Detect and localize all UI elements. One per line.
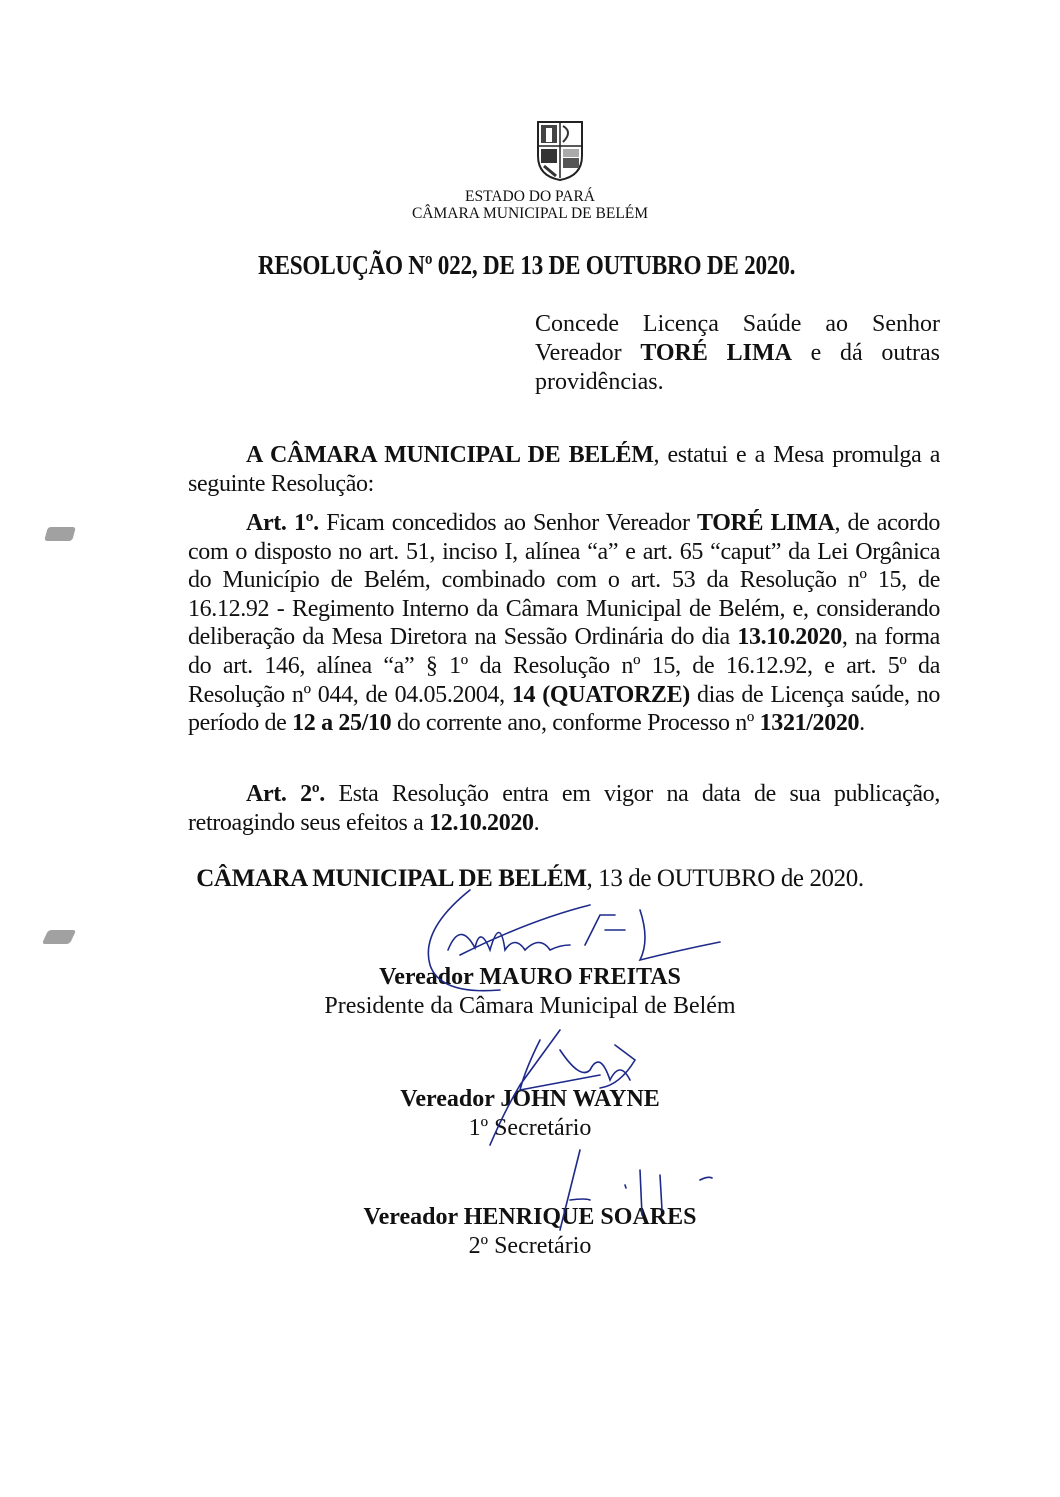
article-1-period: 12 a 25/10 [292, 710, 392, 737]
article-1-text: , de acordo com o disposto no art. 51, inciso I, alínea “a” e art. 65 “caput” da Lei Orgânica do Município de Belém, combinado com o art. 53 da Resolução nº 15, de 16.12.92 - Regimento Interno da Câmara Municipal de Belém, e, considerando deliberação da Mesa Diretora na Sessão Ordinária do dia [188, 510, 940, 651]
signer-role: 1º Secretário [468, 1115, 592, 1141]
article-1 [188, 509, 940, 738]
state-heading: ESTADO DO PARÁ [465, 188, 595, 205]
scan-artifact-mark [42, 930, 77, 944]
preamble-text: , estatui e a Mesa promulga a seguinte Resolução: [188, 442, 941, 497]
article-1-text: , na forma do art. 146, alínea “a” § 1º da Resolução nº 15, de 16.12.92, e art. 5º da Resolução nº 044, de 04.05.2004, [188, 624, 940, 708]
preamble [188, 441, 940, 498]
article-1-label: Art. 1º. [246, 510, 319, 536]
signature-block-first-secretary [0, 1085, 1060, 1143]
signer-role: 2º Secretário [468, 1233, 592, 1259]
signer-name: Vereador JOHN WAYNE [400, 1086, 660, 1112]
closing-line [0, 865, 1060, 893]
article-2-date: 12.10.2020 [429, 809, 534, 836]
resolution-title: RESOLUÇÃO Nº 022, DE 13 DE OUTUBRO DE 2020. [258, 250, 796, 280]
article-1-text: Ficam concedidos ao Senhor Vereador [318, 510, 697, 536]
ementa [535, 310, 940, 397]
preamble-chamber: A CÂMARA MUNICIPAL DE BELÉM [246, 442, 654, 468]
coat-of-arms-icon [536, 120, 584, 182]
signer-name: Vereador MAURO FREITAS [379, 964, 681, 990]
ementa-text: Concede Licença Saúde ao Senhor Vereador [535, 311, 940, 366]
article-1-process: 1321/2020 [759, 710, 860, 737]
article-2-text: . [533, 809, 540, 836]
article-1-text: dias de Licença saúde, no período de [188, 681, 941, 737]
article-2-label: Art. 2º. [246, 781, 325, 807]
signer-role: Presidente da Câmara Municipal de Belém [324, 993, 736, 1019]
ementa-name: TORÉ LIMA [640, 340, 792, 366]
signature-block-second-secretary [0, 1203, 1060, 1261]
signature-block-president [0, 963, 1060, 1021]
article-1-text: . [859, 710, 865, 737]
scan-artifact-mark [44, 527, 76, 541]
signer-name: Vereador HENRIQUE SOARES [363, 1204, 697, 1230]
article-1-text: do corrente ano, conforme Processo nº [391, 710, 760, 737]
ementa-text-end: e dá outras providências. [535, 340, 940, 395]
article-2-text: Esta Resolução entra em vigor na data de sua publicação, retroagindo seus efeitos a [188, 781, 940, 836]
closing-date: , 13 de OUTUBRO de 2020. [586, 865, 864, 892]
article-1-session-date: 13.10.2020 [737, 624, 842, 651]
closing-chamber: CÂMARA MUNICIPAL DE BELÉM [196, 865, 587, 892]
article-1-councilor: TORÉ LIMA [696, 510, 835, 536]
chamber-heading: CÂMARA MUNICIPAL DE BELÉM [411, 205, 649, 222]
article-2 [188, 780, 940, 837]
article-1-days: 14 (QUATORZE) [511, 681, 690, 708]
